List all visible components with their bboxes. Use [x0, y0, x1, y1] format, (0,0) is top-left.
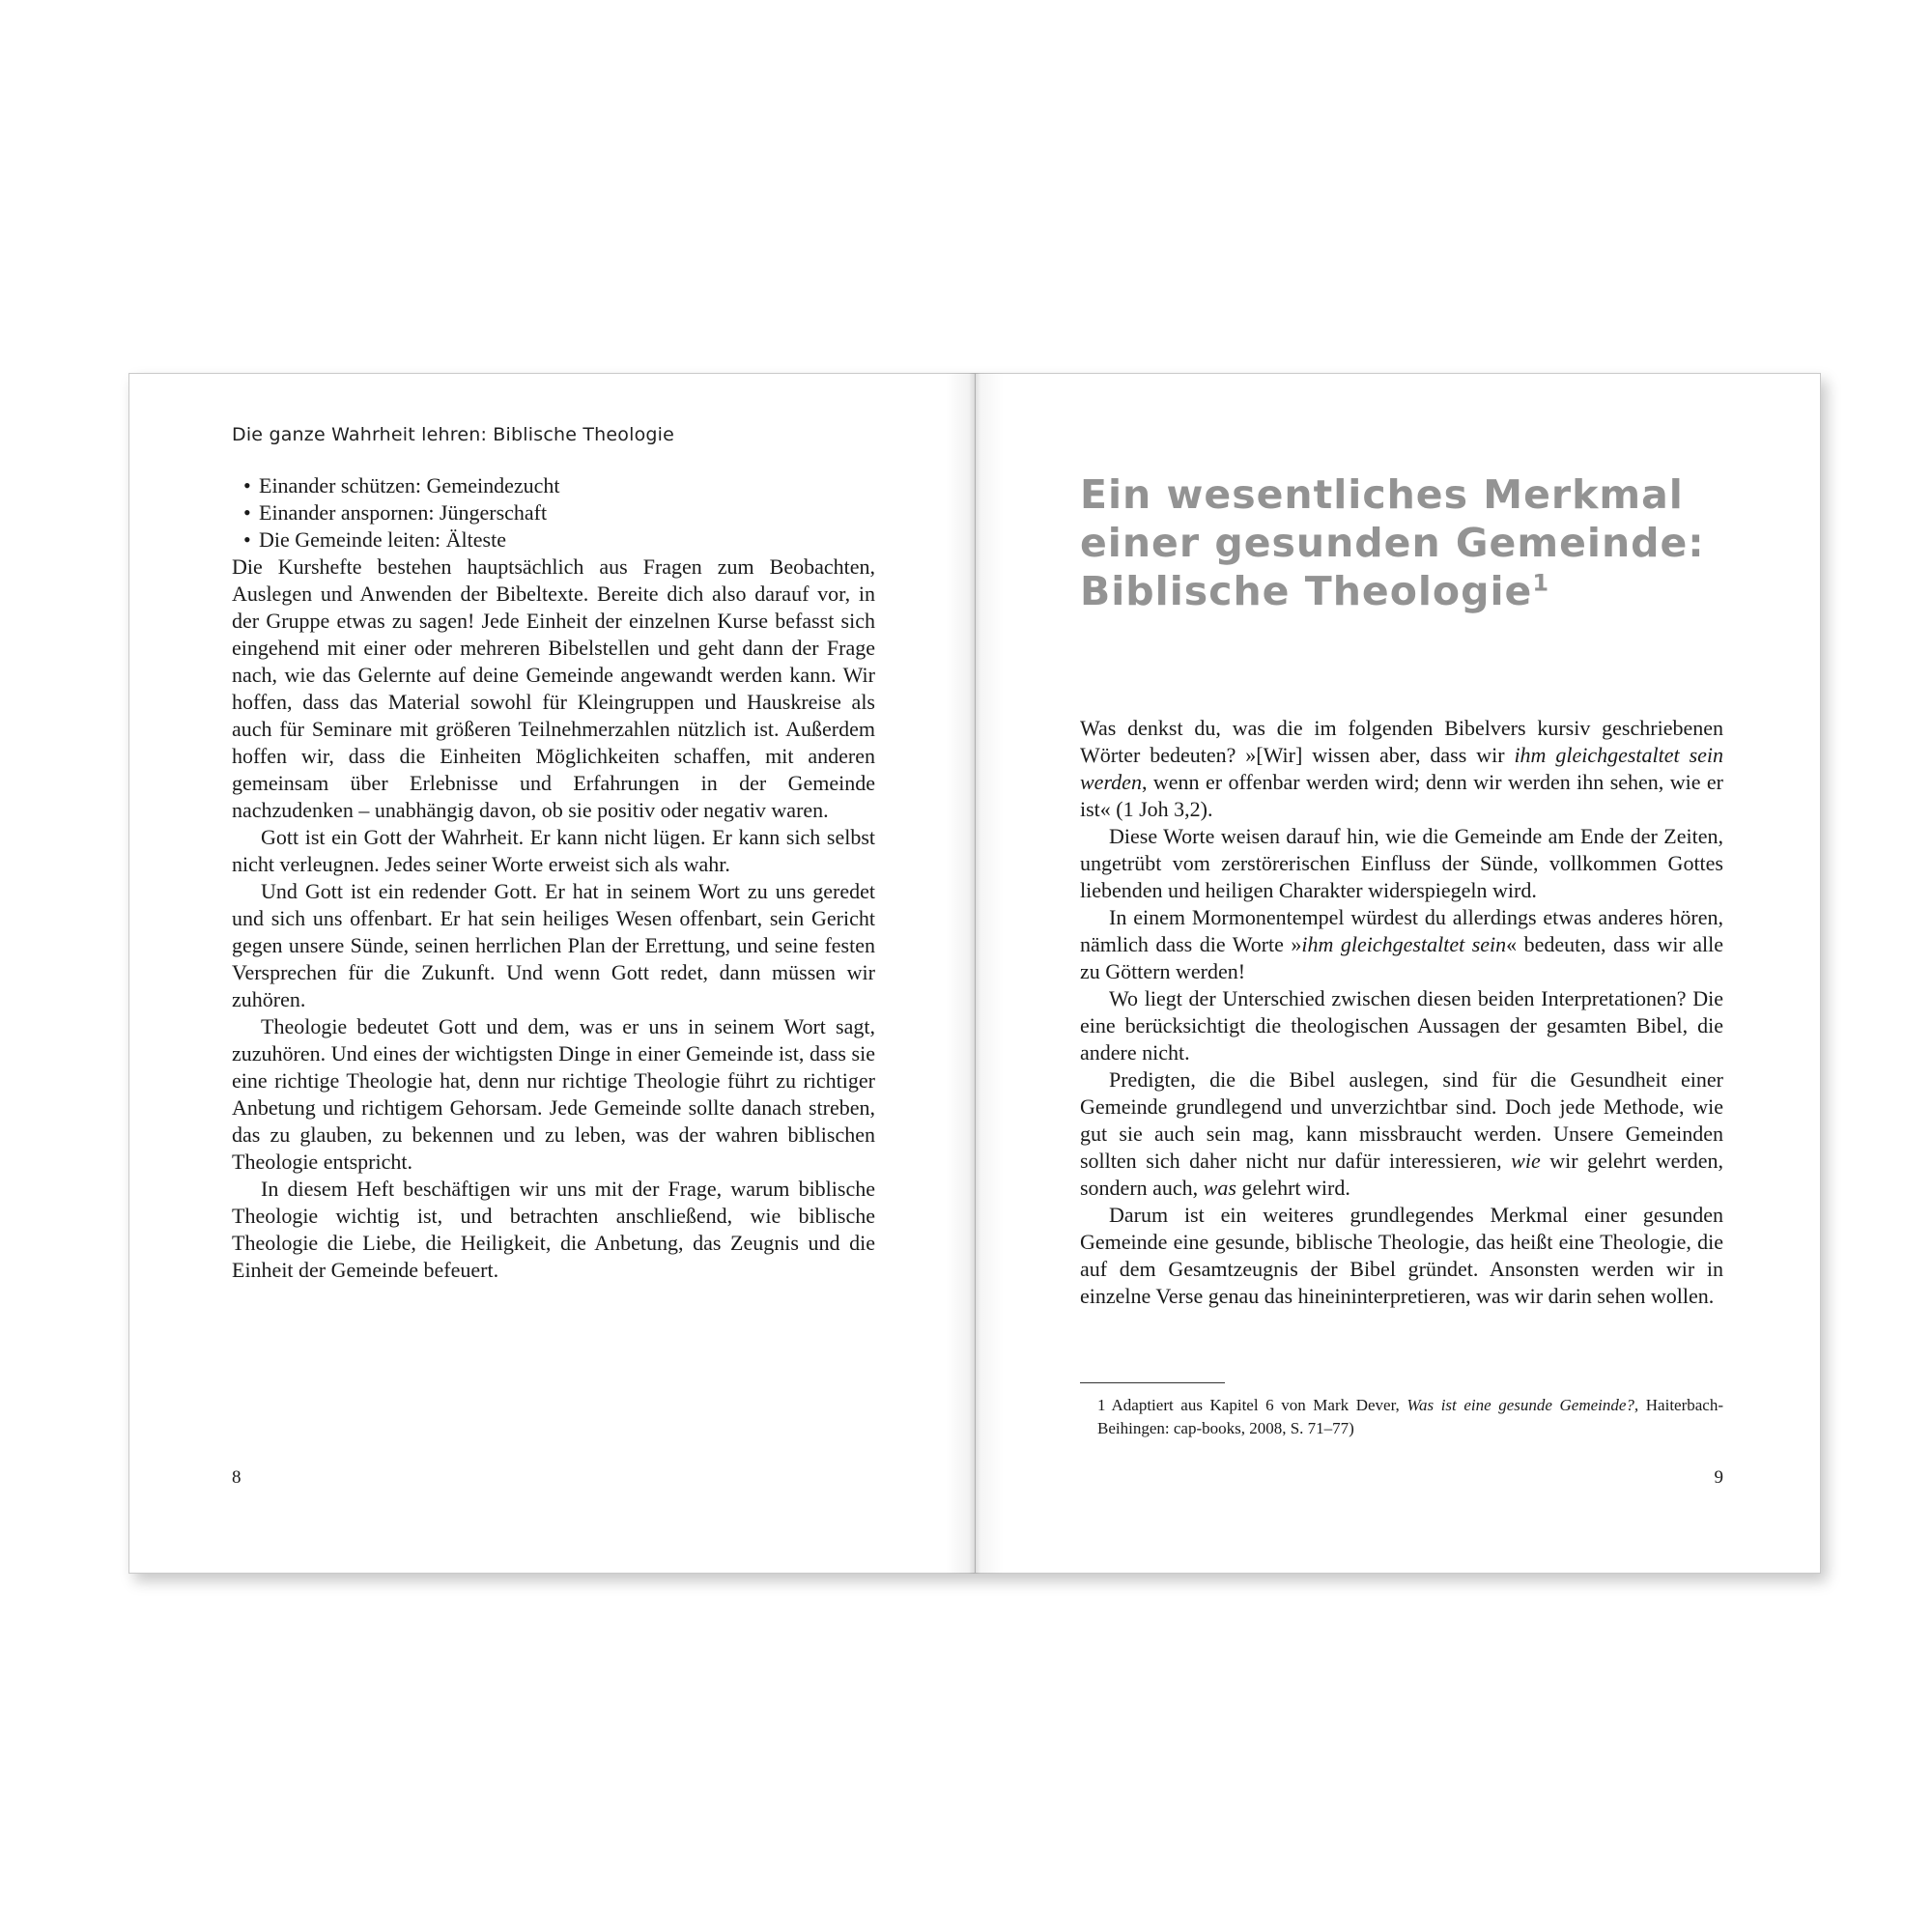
- list-item-text: Einander schützen: Gemeindezucht: [259, 473, 560, 497]
- list-item: [243, 526, 560, 554]
- italic-text: ihm gleichgestaltet sein werden: [1080, 743, 1724, 794]
- heading-line: Ein wesentliches Merkmal: [1080, 471, 1684, 518]
- footnote-number: 1: [1097, 1396, 1106, 1414]
- paragraph: Und Gott ist ein redender Gott. Er hat in seinem Wort zu uns geredet und sich uns offenbart. Er hat sein heiliges Wesen offenbart, sein Gericht gegen unsere Sünde, seinen herrlichen Plan der Errettung, und seine festen Versprechen für die Zukunft. Und wenn Gott redet, dann müssen wir zuhören.: [232, 879, 875, 1011]
- list-item: [243, 499, 560, 526]
- text-run: Haiterbach-Beihingen: cap-books, 2008, S. 71–77): [1097, 1396, 1723, 1437]
- book-spread: [128, 373, 1821, 1574]
- footnote: [1097, 1394, 1723, 1440]
- paragraph: Diese Worte weisen darauf hin, wie die Gemeinde am Ende der Zeiten, ungetrübt vom zerstörerischen Einfluss der Sünde, vollkommen Gottes liebenden und heiligen Charakter widerspiegeln wird.: [1080, 824, 1723, 902]
- heading-line: einer gesunden Gemeinde:: [1080, 520, 1705, 566]
- paragraph: In diesem Heft beschäftigen wir uns mit der Frage, warum biblische Theologie wichtig ist, und betrachten anschließend, wie biblische Theologie die Liebe, die Heiligkeit, die Anbetung, das Zeugnis und die Einheit der Gemeinde befeuert.: [232, 1177, 875, 1282]
- body-text: [1080, 715, 1723, 1310]
- paragraph: [1080, 1066, 1723, 1202]
- chapter-heading: [1080, 470, 1776, 615]
- bullet-icon: •: [243, 500, 251, 525]
- paragraph: [1080, 715, 1723, 823]
- running-head: Die ganze Wahrheit lehren: Biblische Theologie: [232, 424, 675, 445]
- text-run: , wenn er offenbar werden wird; denn wir werden ihn sehen, wie er ist« (1 Joh 3,2).: [1080, 770, 1723, 821]
- bullet-icon: •: [243, 527, 251, 552]
- text-run: « bedeuten, dass wir alle zu Göttern werden!: [1080, 932, 1724, 983]
- text-run: gelehrt wird.: [1236, 1176, 1350, 1200]
- text-run: Adaptiert aus Kapitel 6 von Mark Dever,: [1111, 1396, 1407, 1414]
- bullet-icon: •: [243, 473, 251, 497]
- right-page: [975, 373, 1821, 1574]
- paragraph: Die Kurshefte bestehen hauptsächlich aus Fragen zum Beobachten, Auslegen und Anwenden der Bibeltexte. Bereite dich also darauf vor, in der Gruppe etwas zu sagen! Jede Einheit der einzelnen Kurse befasst sich eingehend mit einer oder mehreren Bibelstellen und geht dann der Frage nach, wie das Gelernte auf deine Gemeinde angewandt werden kann. Wir hoffen, dass das Material sowohl für Kleingruppen und Hauskreise als auch für Seminare mit größeren Teilnehmerzahlen nützlich ist. Außerdem hoffen wir, dass die Einheiten Möglichkeiten schaffen, mit anderen gemeinsam über Erlebnisse und Erfahrungen in der Gemeinde nachzudenken – unabhängig davon, ob sie positiv oder negativ waren.: [232, 554, 875, 822]
- list-item: [243, 472, 560, 499]
- paragraph: Darum ist ein weiteres grundlegendes Merkmal einer gesunden Gemeinde eine gesunde, biblische Theologie, das heißt eine Theologie, die auf dem Gesamtzeugnis der Bibel gründet. Ansonsten werden wir in einzelne Verse genau das hineininterpretieren, was wir darin sehen wollen.: [1080, 1203, 1723, 1308]
- italic-text: was: [1203, 1176, 1236, 1200]
- page-number: 8: [232, 1467, 242, 1488]
- paragraph: Theologie bedeutet Gott und dem, was er uns in seinem Wort sagt, zuzuhören. Und eines der wichtigsten Dinge in einer Gemeinde ist, dass sie eine richtige Theologie hat, denn nur richtige Theologie führt zu richtiger Anbetung und richtigem Gehorsam. Jede Gemeinde sollte danach streben, das zu glauben, zu bekennen und zu leben, was der wahren biblischen Theologie entspricht.: [232, 1014, 875, 1174]
- text-run: wir gelehrt werden, sondern auch,: [1080, 1149, 1723, 1200]
- text-run: In einem Mormonentempel würdest du allerdings etwas anderes hören, nämlich dass die Worte »: [1080, 905, 1723, 956]
- heading-line: Biblische Theologie: [1080, 568, 1533, 614]
- footnote-divider: [1080, 1382, 1225, 1383]
- text-run: Predigten, die die Bibel auslegen, sind für die Gesundheit einer Gemeinde grundlegend und unverzichtbar sind. Doch jede Methode, wie gut sie auch sein mag, kann missbraucht werden. Unsere Gemeinden sollten sich daher nicht nur dafür interessieren,: [1080, 1067, 1723, 1173]
- left-page: [128, 373, 975, 1574]
- italic-text: ihm gleichgestaltet sein: [1301, 932, 1507, 956]
- list-item-text: Einander anspornen: Jüngerschaft: [259, 500, 548, 525]
- text-run: Was denkst du, was die im folgenden Bibelvers kursiv geschriebenen Wörter bedeuten? »[Wir] wissen aber, dass wir: [1080, 716, 1723, 767]
- footnote-marker: 1: [1532, 569, 1550, 597]
- italic-text: Was ist eine gesunde Gemeinde?,: [1406, 1396, 1639, 1414]
- body-text: [232, 554, 875, 1284]
- paragraph: [1080, 904, 1723, 985]
- list-item-text: Die Gemeinde leiten: Älteste: [259, 527, 506, 552]
- paragraph: Gott ist ein Gott der Wahrheit. Er kann nicht lügen. Er kann sich selbst nicht verleugnen. Jedes seiner Worte erweist sich als wahr.: [232, 825, 875, 876]
- bullet-list: [243, 472, 560, 554]
- paragraph: Wo liegt der Unterschied zwischen diesen beiden Interpretationen? Die eine berücksichtigt die theologischen Aussagen der gesamten Bibel, die andere nicht.: [1080, 986, 1723, 1065]
- italic-text: wie: [1511, 1149, 1541, 1173]
- page-number: 9: [1714, 1467, 1723, 1488]
